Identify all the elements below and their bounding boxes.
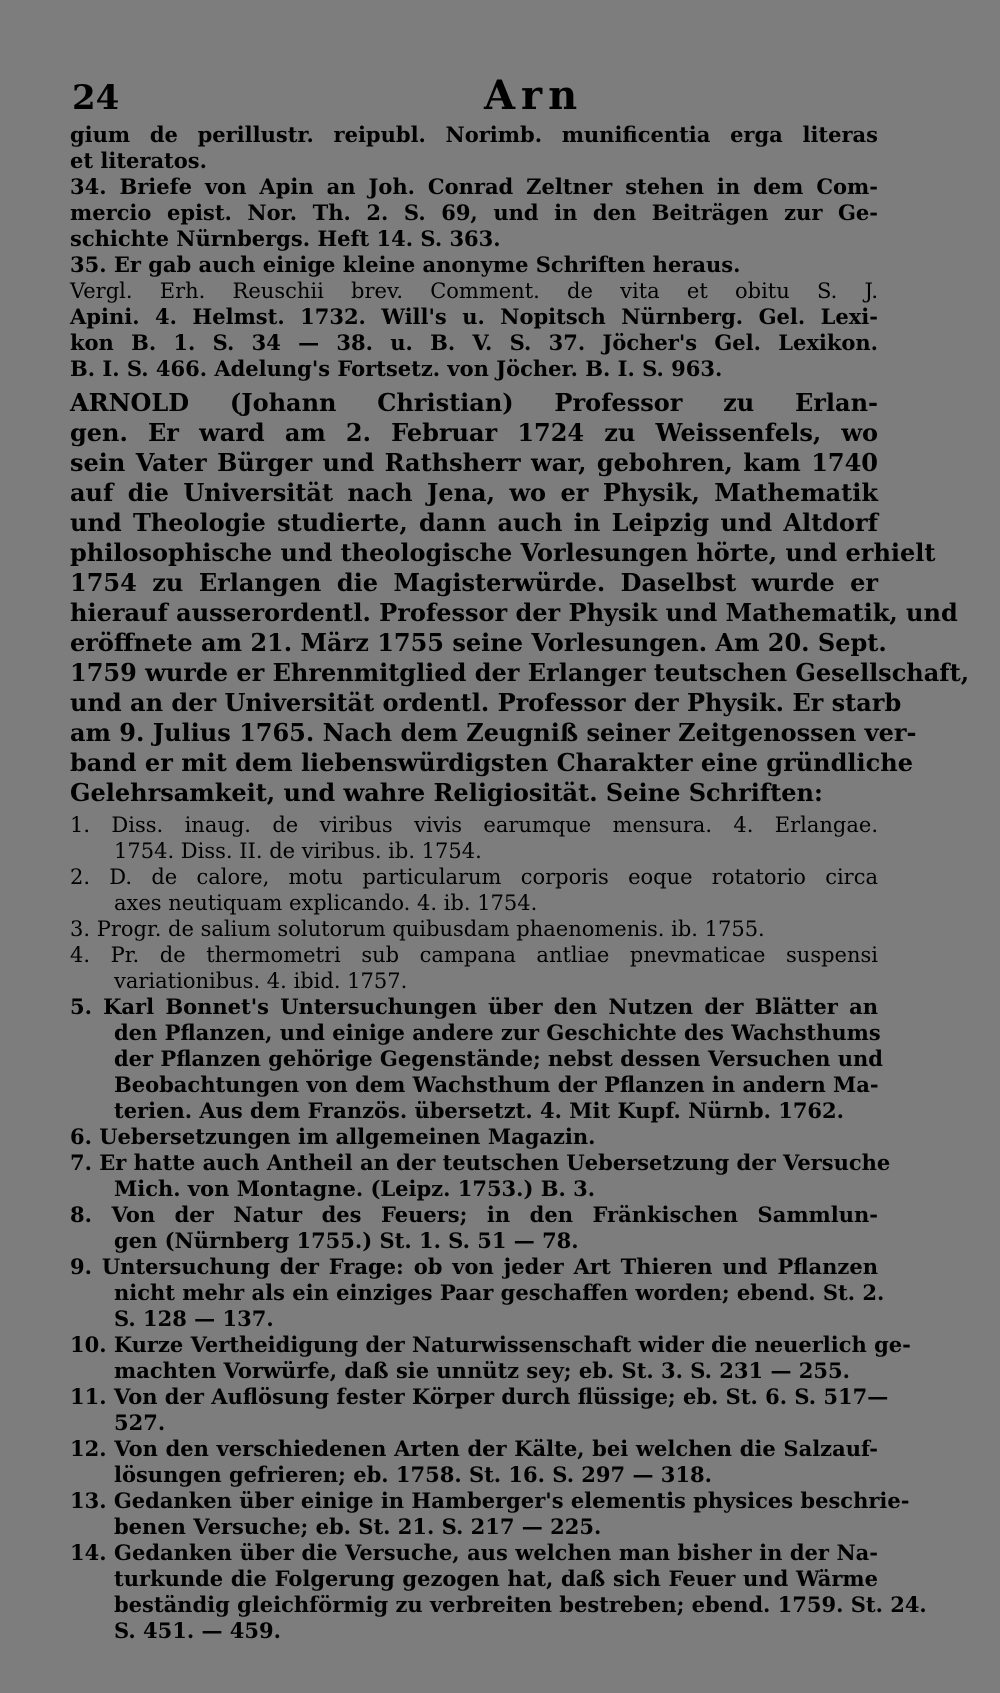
text-line: machten Vorwürfe, daß sie unnütz sey; eb. St. 3. S. 231 — 255.: [114, 1358, 850, 1383]
running-head: Arn: [484, 72, 584, 119]
text-line: 11. Von der Auflösung fester Körper durch flüssige; eb. St. 6. S. 517—: [70, 1384, 889, 1409]
text-line: und Theologie studierte, dann auch in Leipzig und Altdorf: [70, 508, 878, 537]
text-line: mercio epist. Nor. Th. 2. S. 69, und in den Beiträgen zur Ge-: [70, 200, 878, 225]
text-line: Beobachtungen von dem Wachsthum der Pflanzen in andern Ma-: [114, 1072, 879, 1097]
text-line: 12. Von den verschiedenen Arten der Kälte, bei welchen die Salzauf-: [70, 1436, 878, 1461]
text-line: B. I. S. 466. Adelung's Fortsetz. von Jöcher. B. I. S. 963.: [70, 356, 723, 381]
text-line: 527.: [114, 1410, 166, 1435]
text-line: der Pflanzen gehörige Gegenstände; nebst dessen Versuchen und: [114, 1046, 883, 1071]
text-line: Apini. 4. Helmst. 1732. Will's u. Nopitsch Nürnberg. Gel. Lexi-: [70, 304, 878, 329]
text-line: 1. Diss. inaug. de viribus vivis earumque mensura. 4. Erlangae.: [70, 813, 878, 837]
page-header: [72, 72, 914, 122]
text-line: S. 128 — 137.: [114, 1306, 274, 1331]
text-line: band er mit dem liebenswürdigsten Charakter eine gründliche: [70, 748, 913, 777]
text-line: sein Vater Bürger und Rathsherr war, gebohren, kam 1740: [70, 448, 878, 477]
page-body: [70, 122, 970, 1644]
text-line: philosophische und theologische Vorlesungen hörte, und erhielt: [70, 538, 936, 567]
text-line: Gelehrsamkeit, und wahre Religiosität. Seine Schriften:: [70, 778, 823, 807]
text-line: den Pflanzen, und einige andere zur Geschichte des Wachsthums: [114, 1020, 881, 1045]
text-line: 5. Karl Bonnet's Untersuchungen über den Nutzen der Blätter an: [70, 994, 878, 1019]
text-line: Mich. von Montagne. (Leipz. 1753.) B. 3.: [114, 1176, 596, 1201]
text-line: 4. Pr. de thermometri sub campana antliae pnevmaticae suspensi: [70, 943, 878, 967]
text-line: gen. Er ward am 2. Februar 1724 zu Weissenfels, wo: [70, 418, 878, 447]
text-line: Vergl. Erh. Reuschii brev. Comment. de vita et obitu S. J.: [70, 279, 878, 303]
text-line: 13. Gedanken über einige in Hamberger's elementis physices beschrie-: [70, 1488, 910, 1513]
text-line: gium de perillustr. reipubl. Norimb. munificentia erga literas: [70, 122, 878, 147]
text-line: und an der Universität ordentl. Professor der Physik. Er starb: [70, 688, 902, 717]
text-line: schichte Nürnbergs. Heft 14. S. 363.: [70, 226, 501, 251]
text-line: 6. Uebersetzungen im allgemeinen Magazin.: [70, 1124, 596, 1149]
text-line: ARNOLD (Johann Christian) Professor zu Erlan-: [70, 388, 878, 417]
text-line: S. 451. — 459.: [114, 1618, 281, 1643]
text-line: axes neutiquam explicando. 4. ib. 1754.: [114, 891, 538, 915]
text-line: lösungen gefrieren; eb. 1758. St. 16. S. 297 — 318.: [114, 1462, 712, 1487]
text-line: eröffnete am 21. März 1755 seine Vorlesungen. Am 20. Sept.: [70, 628, 887, 657]
text-line: 3. Progr. de salium solutorum quibusdam phaenomenis. ib. 1755.: [70, 917, 765, 941]
text-line: et literatos.: [70, 148, 207, 173]
text-line: 9. Untersuchung der Frage: ob von jeder Art Thieren und Pflanzen: [70, 1254, 878, 1279]
text-line: 14. Gedanken über die Versuche, aus welchen man bisher in der Na-: [70, 1540, 878, 1565]
text-line: 1754. Diss. II. de viribus. ib. 1754.: [114, 839, 482, 863]
text-line: 34. Briefe von Apin an Joh. Conrad Zeltner stehen in dem Com-: [70, 174, 878, 199]
text-line: 7. Er hatte auch Antheil an der teutschen Uebersetzung der Versuche: [70, 1150, 891, 1175]
text-line: auf die Universität nach Jena, wo er Physik, Mathematik: [70, 478, 878, 507]
text-line: am 9. Julius 1765. Nach dem Zeugniß seiner Zeitgenossen ver-: [70, 718, 917, 747]
text-line: 10. Kurze Vertheidigung der Naturwissenschaft wider die neuerlich ge-: [70, 1332, 911, 1357]
text-line: 35. Er gab auch einige kleine anonyme Schriften heraus.: [70, 252, 741, 277]
text-line: 2. D. de calore, motu particularum corporis eoque rotatorio circa: [70, 865, 878, 889]
text-line: beständig gleichförmig zu verbreiten bestreben; ebend. 1759. St. 24.: [114, 1592, 927, 1617]
text-line: 1759 wurde er Ehrenmitglied der Erlanger teutschen Gesellschaft,: [70, 658, 970, 687]
text-line: terien. Aus dem Französ. übersetzt. 4. Mit Kupf. Nürnb. 1762.: [114, 1098, 844, 1123]
text-line: 8. Von der Natur des Feuers; in den Fränkischen Sammlun-: [70, 1202, 878, 1227]
text-line: gen (Nürnberg 1755.) St. 1. S. 51 — 78.: [114, 1228, 579, 1253]
text-line: nicht mehr als ein einziges Paar geschaffen worden; ebend. St. 2.: [114, 1280, 885, 1305]
text-line: kon B. 1. S. 34 — 38. u. B. V. S. 37. Jöcher's Gel. Lexikon.: [70, 330, 878, 355]
text-line: hierauf ausserordentl. Professor der Physik und Mathematik, und: [70, 598, 958, 627]
page-number: 24: [72, 78, 120, 118]
text-line: benen Versuche; eb. St. 21. S. 217 — 225.: [114, 1514, 602, 1539]
text-line: turkunde die Folgerung gezogen hat, daß sich Feuer und Wärme: [114, 1566, 878, 1591]
text-line: 1754 zu Erlangen die Magisterwürde. Daselbst wurde er: [70, 568, 878, 597]
text-line: variationibus. 4. ibid. 1757.: [114, 969, 408, 993]
